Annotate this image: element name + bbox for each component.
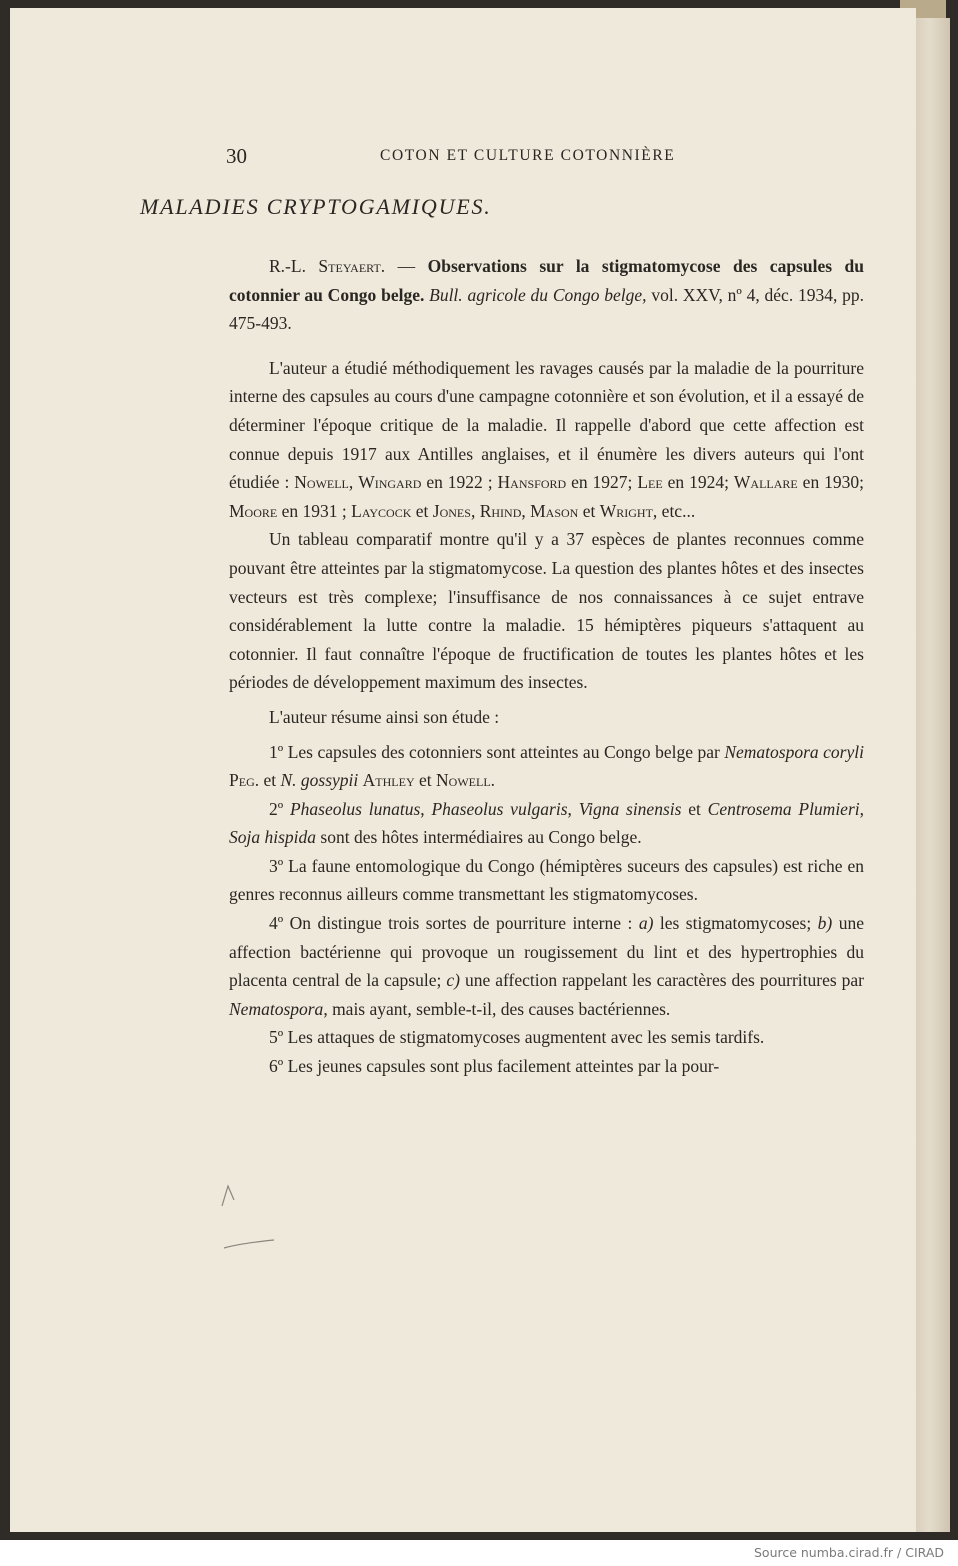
species-name: Vigna sinensis <box>578 798 682 819</box>
author-name: Nowell <box>294 472 349 493</box>
citation-journal: Bull. agricole du Congo belge, <box>429 284 647 305</box>
author-name: Mason <box>530 500 579 521</box>
item-text: une affection rappelant les caractères des pourritures par <box>459 970 864 991</box>
author-name: Peg. <box>229 770 260 791</box>
item-number: 6º <box>269 1056 288 1077</box>
list-item-4 <box>229 909 864 1023</box>
para1-text: , etc... <box>652 500 696 521</box>
separator: , <box>521 500 531 521</box>
separator: , <box>567 798 579 819</box>
author-name: Moore <box>229 500 278 521</box>
species-name: Nematospora coryli <box>724 741 864 762</box>
citation-details: vol. XXV, nº 4, déc. 1934, pp. 475-493. <box>229 284 865 334</box>
para1-text: en 1927; <box>566 472 638 493</box>
separator: , <box>420 798 432 819</box>
species-name: Soja hispida <box>229 827 317 848</box>
author-name: Wallare <box>733 472 798 493</box>
species-name: Phaseolus lunatus <box>289 798 421 819</box>
item-number: 2º <box>269 798 290 819</box>
item-number: 1º <box>269 741 288 762</box>
para1-text: et <box>411 500 433 521</box>
author-name: Wright <box>599 500 653 521</box>
article-text <box>229 252 864 1081</box>
separator: , <box>859 798 864 819</box>
item-text: La faune entomologique du Congo (hémiptères suceurs des capsules) est riche en genres reconnus ailleurs comme transmettant les stigmatomycoses. <box>229 855 864 905</box>
next-page-edge <box>916 18 950 1532</box>
citation <box>229 252 864 338</box>
para1-text: et <box>578 500 600 521</box>
species-name: Phaseolus vulgaris <box>431 798 568 819</box>
para1-text: en 1922 ; <box>421 472 498 493</box>
running-head <box>222 144 862 174</box>
author-name: Rhind <box>479 500 522 521</box>
item-text: et <box>259 770 281 791</box>
list-item-5 <box>229 1023 864 1052</box>
item-text: , mais ayant, semble-t-il, des causes bactériennes. <box>323 998 671 1019</box>
paragraph-1 <box>229 354 864 526</box>
pencil-annotation <box>218 1178 278 1258</box>
running-title: COTON ET CULTURE COTONNIÈRE <box>380 147 676 164</box>
species-name: Nematospora <box>229 998 324 1019</box>
para1-text: L'auteur a étudié méthodiquement les ravages causés par la maladie de la pourriture interne des capsules au cours d'une campagne cotonnière et son évolution, et il a essayé de déterminer l'époque critique de la maladie. Il rappelle d'abord que cette affection est connue depuis 1917 aux Antilles anglaises, et il énumère les divers auteurs qui l'ont étudiée : <box>229 357 864 493</box>
author-name: Athley <box>362 770 415 791</box>
author-name: Wingard <box>358 472 422 493</box>
enum-marker: a) <box>638 913 654 934</box>
para1-text: en 1931 ; <box>277 500 352 521</box>
item-number: 5º <box>269 1027 288 1048</box>
author-name: Laycock <box>351 500 412 521</box>
enum-marker: c) <box>446 970 460 991</box>
list-item-2 <box>229 795 864 852</box>
item-text: les stigmatomycoses; <box>653 913 818 934</box>
item-text: Les attaques de stigmatomycoses augmentent avec les semis tardifs. <box>287 1027 765 1048</box>
citation-dash: — <box>385 256 428 276</box>
item-text: Les jeunes capsules sont plus facilement atteintes par la pour- <box>287 1056 720 1077</box>
item-text: . <box>490 770 496 791</box>
item-number: 4º <box>269 913 290 934</box>
item-number: 3º <box>269 855 289 876</box>
section-heading: MALADIES CRYPTOGAMIQUES. <box>140 194 492 219</box>
para1-text: en 1924; <box>662 472 734 493</box>
species-name: Centrosema Plumieri <box>707 798 860 819</box>
citation-author: R.-L. Steyaert. <box>269 256 386 276</box>
author-name: Lee <box>637 472 663 493</box>
author-name: Jones <box>432 500 471 521</box>
author-name: Nowell <box>436 770 491 791</box>
separator: , <box>348 472 359 493</box>
para1-text: en 1930; <box>797 472 864 493</box>
page-number: 30 <box>226 144 247 168</box>
item-text: une affection bactérienne qui provoque un rougissement du lint et des hypertrophies du placenta central de la capsule; <box>229 913 864 991</box>
list-item-3 <box>229 852 864 909</box>
source-credit: Source numba.cirad.fr / CIRAD <box>753 1545 944 1560</box>
item-text: sont des hôtes intermédiaires au Congo belge. <box>316 827 642 848</box>
enum-marker: b) <box>817 913 833 934</box>
citation-title: Observations sur la stigmatomycose des capsules du cotonnier au Congo belge. <box>229 256 865 305</box>
species-name: N. gossypii <box>280 770 359 791</box>
author-name: Hansford <box>497 472 567 493</box>
paragraph-2: Un tableau comparatif montre qu'il y a 37 espèces de plantes reconnues comme pouvant être atteintes par la stigmatomycose. La question des plantes hôtes et des insectes vecteurs est très complexe; l'insuffisance de nos connaissances à ce sujet entrave considérablement la lutte contre la maladie. 15 hémiptères piqueurs s'attaquent au cotonnier. Il faut connaître l'époque de fructification de toutes les plantes hôtes et les périodes de développement maximum des insectes. <box>229 529 864 693</box>
item-text: Les capsules des cotonniers sont atteintes au Congo belge par <box>287 741 725 762</box>
list-item-6 <box>229 1052 864 1081</box>
paragraph-3: L'auteur résume ainsi son étude : <box>269 706 500 727</box>
item-text: On distingue trois sortes de pourriture interne : <box>289 913 639 934</box>
item-text: et <box>681 798 708 819</box>
item-text: et <box>414 770 437 791</box>
separator: , <box>470 500 480 521</box>
list-item-1 <box>229 738 864 795</box>
